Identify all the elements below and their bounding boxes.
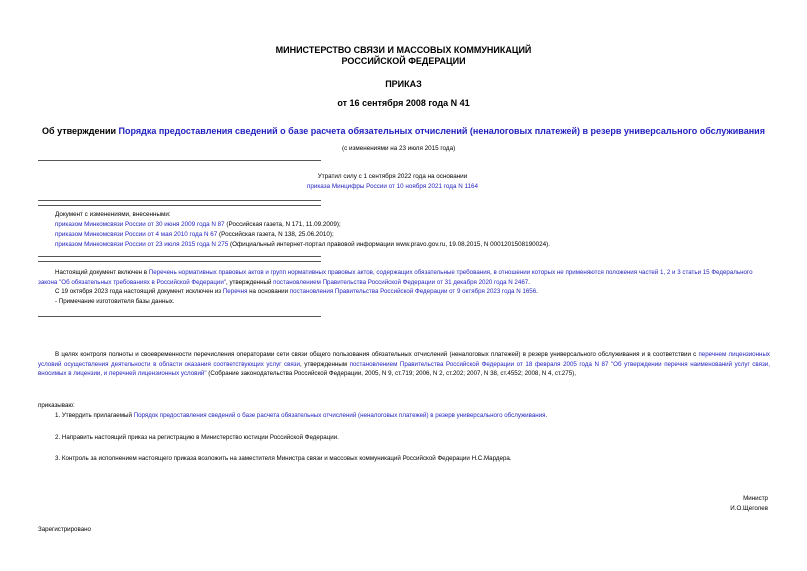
preamble-part: , утвержденным (299, 360, 350, 368)
amendment-source: (Российская газета, N 138, 25.06.2010); (217, 231, 334, 238)
signature-name: И.О.Щеголев (730, 504, 768, 512)
status-link[interactable]: Перечень нормативных правовых актов и групп нормативных правовых актов, содержащих обязательные требования, в отношении которых не применяются положения частей 1, 2 и 3 статьи 15 Федерального закона "Об обязательных требованиях в Российской Федерации" (38, 269, 753, 286)
ministry-line2: РОССИЙСКОЙ ФЕДЕРАЦИИ (341, 56, 466, 66)
amendments-block (55, 210, 775, 250)
status-text: , утвержденный (226, 278, 274, 286)
order-item-link[interactable]: Порядок предоставления сведений о базе расчета обязательных отчислений (неналоговых платежей) в резерв универсального обслуживания (133, 412, 546, 419)
divider (38, 205, 321, 206)
title-prefix: Об утверждении (42, 126, 119, 136)
order-item-3: 3. Контроль за исполнением настоящего приказа возложить на заместителя Министра связи и массовых коммуникаций Российской Федерации Н.С.Мардера. (55, 455, 512, 462)
status-text: С 19 октября 2023 года настоящий документ исключен из (55, 288, 223, 295)
preamble-paragraph (38, 350, 770, 379)
ministry-header (0, 45, 807, 67)
amendment-source: (Официальный интернет-портал правовой информации www.pravo.gov.ru, 19.08.2015, N 0001201508190024). (228, 241, 551, 248)
divider (38, 316, 321, 317)
document-title (10, 126, 797, 137)
order-word: приказываю: (38, 402, 75, 409)
registered-label: Зарегистрировано (38, 526, 91, 533)
signature-block (730, 494, 768, 513)
title-link[interactable]: Порядка предоставления сведений о базе расчета обязательных отчислений (неналоговых платежей) в резерв универсального обслуживания (118, 126, 765, 136)
status-text: . (528, 278, 530, 286)
divider (38, 200, 321, 201)
expired-line: Утратил силу с 1 сентября 2022 года на основании (317, 173, 468, 180)
amendments-intro: Документ с изменениями, внесенными: (55, 211, 171, 218)
amendment-link[interactable]: приказом Минкомсвязи России от 30 июня 2009 года N 87 (55, 221, 225, 228)
ministry-line1: МИНИСТЕРСТВО СВЯЗИ И МАССОВЫХ КОММУНИКАЦИЙ (275, 45, 532, 55)
amendment-link[interactable]: приказом Минкомсвязи России от 23 июля 2015 года N 275 (55, 241, 229, 248)
preamble-part: В целях контроля полноты и своевременности перечисления операторами сети связи общего пользования обязательных отчислений (неналоговых платежей) в резерв универсального обслуживания и в соответствии с (55, 351, 699, 358)
status-paragraph (38, 268, 770, 287)
expired-link[interactable]: приказа Минцифры России от 10 ноября 2021 года N 1164 (306, 183, 479, 190)
order-item-text: 1. Утвердить прилагаемый (55, 412, 134, 419)
preamble-text (38, 350, 770, 379)
status-text: Настоящий документ включен в (55, 269, 149, 276)
status-block (38, 268, 770, 306)
amendment-item (55, 220, 775, 230)
preamble-link[interactable]: постановлением Правительства Российской Федерации от 18 февраля 2005 года N 87 "Об утверждении перечня наименований услуг связи, вносимых в лицензии, и перечней лицензионных условий" (38, 360, 770, 377)
order-item-1 (55, 411, 770, 421)
status-link[interactable]: Перечня (222, 288, 248, 295)
changes-note: (с изменениями на 23 июля 2015 года) (342, 145, 456, 152)
order-item-text: . (545, 412, 548, 419)
preamble-part: (Собрание законодательства Российской Федерации, 2005, N 9, ст.719; 2006, N 2, ст.202; 2007, N 38, ст.4552; 2008, N 4, ст.275), (206, 370, 576, 377)
divider (38, 256, 321, 257)
order-item-2: 2. Направить настоящий приказ на регистрацию в Министерство юстиции Российской Федерации. (55, 434, 339, 441)
status-link[interactable]: постановления Правительства Российской Федерации от 9 октября 2023 года N 1656 (289, 288, 537, 295)
status-text: . (536, 288, 538, 295)
amendment-item (55, 230, 775, 240)
divider (38, 160, 321, 161)
status-note: - Примечание изготовителя базы данных. (55, 297, 175, 305)
doc-type: ПРИКАЗ (385, 79, 422, 89)
amendment-source: (Российская газета, N 171, 11.09.2009); (224, 221, 341, 228)
status-text: на основании (247, 288, 290, 295)
status-paragraph (38, 287, 770, 297)
signature-role: Министр (743, 495, 768, 502)
status-link[interactable]: постановлением Правительства Российской Федерации от 31 декабря 2020 года N 2467 (273, 278, 529, 286)
amendment-item (55, 240, 775, 250)
amendment-link[interactable]: приказом Минкомсвязи России от 4 мая 2010 года N 67 (55, 231, 218, 238)
divider (38, 261, 321, 262)
expired-notice (200, 172, 585, 192)
preamble-link[interactable]: перечнем лицензионных условий осуществления деятельности в области оказания соответствующих услуг связи (38, 351, 770, 368)
doc-date: от 16 сентября 2008 года N 41 (337, 98, 470, 108)
